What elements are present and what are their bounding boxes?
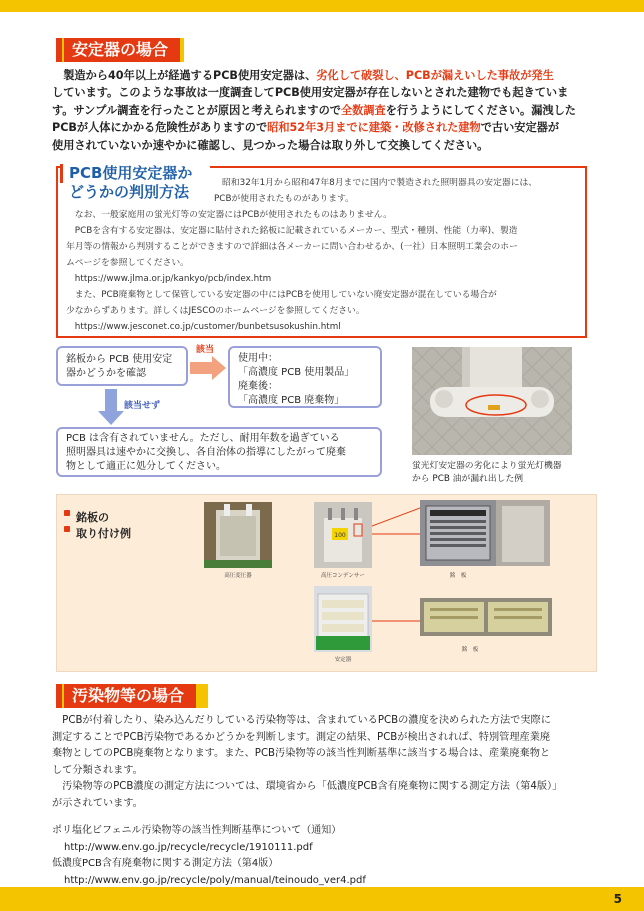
contaminated-line-3: 棄物としてのPCB廃棄物となります。また、PCB汚染物等の該当性判断基準に該当する場合は、産業廃棄物と	[52, 748, 551, 759]
flow-result-line3: 廃棄後：	[238, 381, 278, 392]
contaminated-line-2: 測定することでPCB汚染物であるかどうかを判断します。測定の結果、PCBが検出されれば、特別管理産業廃	[52, 731, 551, 743]
section2-heading-label: 汚染物等の場合	[64, 684, 196, 708]
flow-check-line1: 銘板から PCB 使用安定	[66, 354, 173, 365]
ballast-line-2	[52, 84, 608, 101]
judgment-line-5: 年月等の情報から判別することができますので詳細は各メーカーに問い合わせるか、(一社）日本照明工業会のホー	[66, 242, 518, 252]
plates-title-line1: 銘板の	[76, 511, 109, 524]
judgment-line-3: なお、一般家庭用の蛍光灯等の安定器にはPCBが使用されたものはありません。	[66, 210, 392, 220]
ballast-line-4	[52, 119, 608, 136]
body-text: す。サンプル調査を行ったことが原因と考えられますので	[52, 103, 341, 117]
nameplate-caption-1: 銘 板	[449, 573, 467, 579]
flow-result-line4: 「高濃度 PCB 廃棄物」	[238, 395, 345, 406]
flow-check-line2: 器かどうかを確認	[66, 368, 146, 379]
judgment-line-4: PCBを含有する安定器は、安定器に貼付された銘板に記載されているメーカー、型式・種別、性能（力率)、製造	[66, 226, 518, 236]
right-arrow-icon	[190, 356, 226, 380]
body-text: 使用されていないか速やかに確認し、見つかった場合は取り外して交換してください。	[52, 138, 489, 152]
contaminated-line-6: が示されています。	[52, 797, 143, 809]
contaminated-line-5: 汚染物等のPCB濃度の測定方法については、環境省から「低濃度PCB含有廃棄物に関する測定方法（第4版）」	[52, 781, 563, 792]
leak-caption-line1: 蛍光灯安定器の劣化により蛍光灯機器	[412, 461, 562, 471]
body-text: を行うようにしてください。漏洩した	[385, 103, 576, 117]
judgment-box-title	[60, 164, 210, 204]
section-heading-ballast	[56, 38, 184, 62]
ballast-line-5	[52, 137, 608, 154]
transformer-photo	[204, 502, 272, 568]
down-arrow-icon	[98, 389, 124, 425]
ballast-line-1	[52, 67, 608, 84]
condenser-photo	[314, 502, 372, 568]
ballast-caption: 安定器	[334, 657, 352, 663]
flow-no-line2: 照明器具は速やかに交換し、各自治体の指導にしたがって廃棄	[66, 447, 346, 458]
plates-title-line2: 取り付け例	[76, 527, 131, 540]
flow-yes-label: 該当	[196, 345, 215, 355]
nameplate-examples-title	[76, 510, 131, 542]
ballast-photo	[314, 586, 372, 652]
heading-marker	[56, 684, 62, 708]
top-bar	[0, 0, 644, 12]
ref1-title: ポリ塩化ビフェニル汚染物等の該当性判断基準について（通知）	[52, 825, 342, 836]
flow-result-line1: 使用中：	[238, 353, 278, 364]
bottom-bar	[0, 887, 644, 911]
body-text: しています。このような事故は一度調査してPCB使用安定器が存在しないとされた建物でも起きていま	[52, 86, 569, 100]
body-text: で古い安定器が	[480, 121, 560, 135]
ref2-title: 低濃度PCB含有廃棄物に関する測定方法（第4版）	[52, 858, 279, 869]
flow-no-label: 該当せず	[124, 401, 161, 411]
nameplate-photo-2	[420, 598, 552, 636]
judgment-line-1: 昭和32年1月から昭和47年8月までに国内で製造された照明器具の安定器には、	[222, 178, 538, 188]
body-text: PCBが人体にかかる危険性がありますので	[52, 121, 268, 135]
judgment-line-6: ムページを参照してください。	[66, 258, 189, 268]
highlight-text: 昭和52年3月までに建築・改修された建物	[267, 121, 481, 135]
flow-result-line2: 「高濃度 PCB 使用製品」	[238, 367, 355, 378]
leak-photo-caption	[412, 460, 562, 486]
nameplate-caption-2: 銘 板	[461, 647, 479, 653]
heading-marker	[56, 38, 62, 62]
flow-result-box	[228, 346, 382, 408]
contaminated-line-4: して分類されます。	[52, 764, 143, 776]
contaminated-paragraph	[52, 713, 612, 812]
references	[52, 823, 366, 889]
bullet-icon	[64, 510, 70, 516]
judgment-line-8: また、PCB廃棄物として保管している安定器の中にはPCBを使用していない廃安定器が混在している場合が	[66, 290, 497, 300]
judgment-title-line2: どうかの判別方法	[69, 183, 190, 201]
condenser-number-label: 100	[334, 532, 346, 539]
flow-no-line1: PCB は含有されていません。ただし、耐用年数を過ぎている	[66, 433, 340, 444]
jesco-url[interactable]: https://www.jesconet.co.jp/customer/bunbetsusokushin.html	[66, 322, 341, 332]
flow-no-box	[56, 427, 382, 477]
section-heading-contaminated	[56, 684, 208, 708]
transformer-caption: 高圧変圧器	[224, 573, 252, 579]
judgment-line-2: PCBが使用されたものがあります。	[214, 194, 354, 204]
ref2-url[interactable]: http://www.env.go.jp/recycle/poly/manual/teinoudo_ver4.pdf	[64, 874, 366, 886]
flow-check-box	[56, 346, 188, 386]
pointer-lines	[372, 506, 420, 536]
page-number: 5	[613, 892, 622, 906]
leaking-ballast-photo	[412, 347, 572, 455]
ref1-url[interactable]: http://www.env.go.jp/recycle/recycle/1910111.pdf	[64, 841, 313, 853]
flow-no-line3: 物として適正に処分してください。	[66, 461, 226, 472]
body-text: 製造から40年以上が経過するPCB使用安定器は、	[52, 69, 317, 82]
leak-caption-line2: から PCB 油が漏れ出した例	[412, 474, 524, 484]
nameplate-photo-1	[420, 500, 496, 566]
contaminated-line-1: PCBが付着したり、染み込んだりしている汚染物等は、含まれているPCBの濃度を決められた方法で実際に	[52, 715, 551, 726]
panel-bullets	[64, 510, 70, 542]
highlight-text: 劣化して破裂し、PCBが漏えいした事故が発生	[316, 69, 554, 82]
highlight-text: 全数調査	[340, 103, 386, 117]
judgment-line-9: 少なからずあります。詳しくはJESCOのホームページを参照してください。	[66, 306, 365, 316]
judgment-title-line1: PCB使用安定器か	[60, 164, 210, 183]
pointer-line-2	[372, 618, 420, 624]
condenser-caption: 高圧コンデンサー	[321, 573, 365, 579]
ballast-paragraph	[52, 67, 608, 154]
unit-side-photo	[496, 500, 550, 566]
section-heading-label: 安定器の場合	[64, 38, 180, 62]
bullet-icon	[64, 526, 70, 532]
jlma-url[interactable]: https://www.jlma.or.jp/kankyo/pcb/index.htm	[66, 274, 272, 284]
ballast-line-3	[52, 102, 608, 119]
